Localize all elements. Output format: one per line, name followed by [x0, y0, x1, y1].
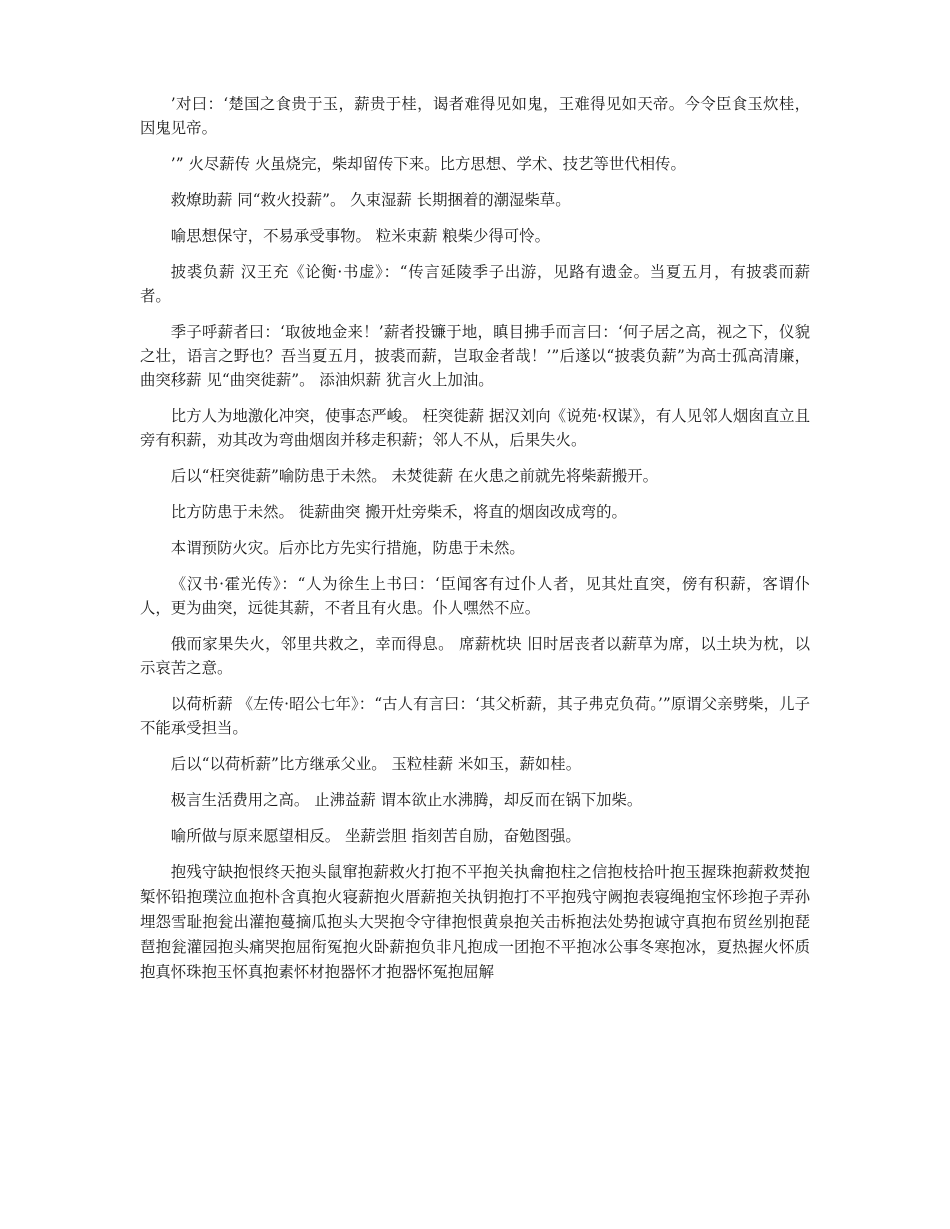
paragraph-10: 本谓预防火灾。后亦比方先实行措施，防患于未然。 — [170, 539, 525, 557]
paragraph-8: 后以“枉突徙薪”喻防患于未然。 未焚徙薪 在火患之前就先将柴薪搬开。 — [170, 467, 659, 485]
paragraph-6: 季子呼薪者曰：‘取彼地金来！’薪者投镰于地，瞋目拂手而言曰：‘何子居之高，视之下，仪貌之壮，语言之野也？吾当夏五月，披裘而薪，岂取金者哉！’”后遂以“披裘负薪”为高士孤高清廉， 曲突移薪 见“曲突徙薪”。 添油炽薪 犹言火上加油。 — [140, 323, 815, 389]
paragraph-4: 喻思想保守，不易承受事物。 粒米束薪 粮柴少得可怜。 — [170, 227, 550, 245]
paragraph-7: 比方人为地激化冲突，使事态严峻。 枉突徙薪 据汉刘向《说苑·权谋》，有人见邻人烟囱直立且旁有积薪，劝其改为弯曲烟囱并移走积薪；邻人不从，后果失火。 — [140, 407, 810, 449]
paragraph-9: 比方防患于未然。 徙薪曲突 搬开灶旁柴禾，将直的烟囱改成弯的。 — [170, 503, 627, 521]
paragraph-13: 以荷析薪 《左传·昭公七年》：“古人有言曰：‘其父析薪，其子弗克负荷。’”原谓父亲劈柴，儿子不能承受担当。 — [140, 695, 810, 737]
paragraph-12: 俄而家果失火，邻里共救之，幸而得息。 席薪枕块 旧时居丧者以薪草为席，以土块为枕，以示哀苦之意。 — [140, 635, 810, 677]
document-body — [140, 92, 815, 997]
paragraph-3: 救燎助薪 同“救火投薪”。 久束湿薪 长期捆着的潮湿柴草。 — [170, 191, 571, 209]
paragraph-17: 抱残守缺抱恨终天抱头鼠窜抱薪救火打抱不平抱关执龠抱柱之信抱枝拾叶抱玉握珠抱薪救焚抱椠怀铅抱璞泣血抱朴含真抱火寝薪抱火厝薪抱关执钥抱打不平抱残守阙抱表寝绳抱宝怀珍抱子弄孙埋怨雪耻抱瓮出灌抱蔓摘瓜抱头大哭抱令守律抱恨黄泉抱关击柝抱法处势抱诚守真抱布贸丝别抱琵琶抱瓮灌园抱头痛哭抱屈衔冤抱火卧薪抱负非凡抱成一团抱不平抱冰公事冬寒抱冰，夏热握火怀质抱真怀珠抱玉怀真抱素怀材抱器怀才抱器怀冤抱屈解 — [140, 863, 810, 981]
paragraph-5: 披裘负薪 汉王充《论衡·书虚》：“传言延陵季子出游，见路有遗金。当夏五月，有披裘而薪者。 — [140, 263, 810, 305]
paragraph-16: 喻所做与原来愿望相反。 坐薪尝胆 指刻苦自励，奋勉图强。 — [170, 827, 581, 845]
paragraph-1: ’对曰：‘楚国之食贵于玉，薪贵于桂，谒者难得见如鬼，王难得见如天帝。今令臣食玉炊桂，因鬼见帝。 — [140, 95, 810, 137]
paragraph-11: 《汉书·霍光传》：“人为徐生上书曰：‘臣闻客有过仆人者，见其灶直突，傍有积薪，客谓仆人，更为曲突，远徙其薪，不者且有火患。仆人嘿然不应。 — [140, 575, 810, 617]
paragraph-14: 后以“以荷析薪”比方继承父业。 玉粒桂薪 米如玉，薪如桂。 — [170, 755, 582, 773]
paragraph-2: ’” 火尽薪传 火虽烧完，柴却留传下来。比方思想、学术、技艺等世代相传。 — [170, 155, 686, 173]
paragraph-15: 极言生活费用之高。 止沸益薪 谓本欲止水沸腾，却反而在锅下加柴。 — [170, 791, 643, 809]
